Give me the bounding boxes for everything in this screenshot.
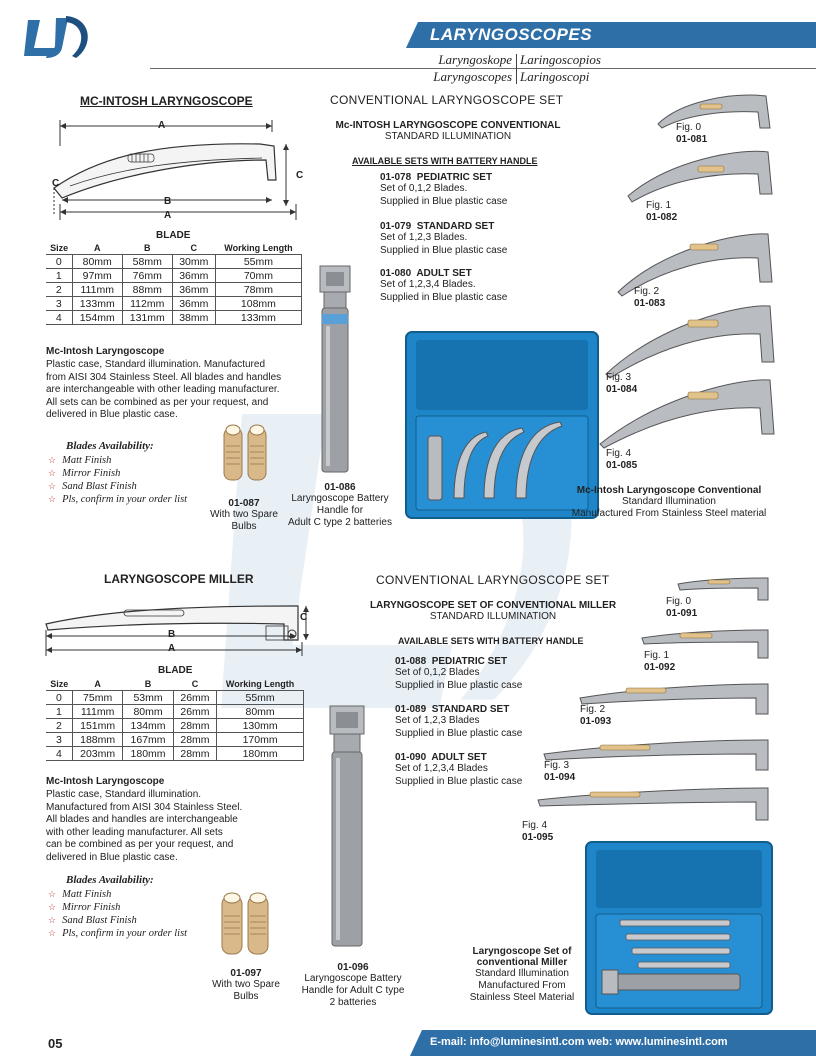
fig-4: Fig. 4 01-085 <box>606 448 638 471</box>
set-standard: 01-079 STANDARD SET Set of 1,2,3 Blades. Supplied in Blue plastic case <box>380 221 508 256</box>
table-row: 1 111mm 80mm 26mm 80mm <box>46 705 304 719</box>
list-item: ☆ Sand Blast Finish <box>48 914 187 927</box>
miller-description: Mc-Intosh Laryngoscope Plastic case, Standard illumination. Manufactured from AISI 304 Stainless Steel. All blades and handles are interchangeable with other leading manufacturer. All sets can be combined as per your request, and delivered in Blue plastic case. <box>46 776 243 863</box>
mcintosh-heading: MC-INTOSH LARYNGOSCOPE <box>80 94 253 108</box>
mcintosh-avail-sets: AVAILABLE SETS WITH BATTERY HANDLE <box>352 156 538 166</box>
mcintosh-description: Mc-Intosh Laryngoscope Plastic case, Standard illumination. Manufactured from AISI 304 Stainless Steel. All blades and handles are interchangeable with other leading manufacturer. All sets can be combined as per your request, and delivered in Blue plastic case. <box>46 346 306 422</box>
mcintosh-spec-table <box>46 242 302 325</box>
miller-handle-caption: 01-096 Laryngoscope Battery Handle for Adult C type 2 batteries <box>301 962 405 1008</box>
miller-fig-2: Fig. 2 01-093 <box>580 704 612 727</box>
page-title: LARYNGOSCOPES <box>430 25 593 44</box>
miller-spare-bulbs-image <box>216 888 276 962</box>
col-a: A <box>72 242 122 255</box>
list-item: ☆ Matt Finish <box>48 888 187 901</box>
brand-logo <box>22 12 94 60</box>
mcintosh-blade-diagram <box>40 116 310 226</box>
name-english: Laryngoscopes <box>433 69 512 84</box>
dim-a-bottom: A <box>164 210 172 221</box>
dim-a-top: A <box>158 120 166 131</box>
dim-c-left: C <box>52 178 60 189</box>
col-b: B <box>122 242 172 255</box>
miller-blade-title: BLADE <box>158 665 193 676</box>
list-item: ☆ Sand Blast Finish <box>48 480 187 493</box>
name-german: Laryngoskope <box>438 52 512 67</box>
table-row: 0 75mm 53mm 26mm 55mm <box>46 691 304 705</box>
name-italian: Laringoscopi <box>520 69 590 84</box>
fig-0: Fig. 0 01-081 <box>676 122 708 145</box>
list-item: ☆ Pls, confirm in your order list <box>48 927 187 940</box>
miller-case-image <box>584 840 774 1016</box>
miller-blade-diagram <box>40 590 312 660</box>
miller-heading: LARYNGOSCOPE MILLER <box>104 572 254 586</box>
miller-blade-figures <box>530 570 780 830</box>
table-row: 4 203mm 180mm 28mm 180mm <box>46 747 304 761</box>
mcintosh-caption: Mc-Intosh Laryngoscope Conventional Standard Illumination Manufactured From Stainless Steel material <box>571 485 767 519</box>
name-separator <box>516 54 517 84</box>
miller-fig-0: Fig. 0 01-091 <box>666 596 698 619</box>
page-number: 05 <box>48 1036 63 1051</box>
mcintosh-set-heading: CONVENTIONAL LARYNGOSCOPE SET <box>330 93 564 107</box>
handle-caption: 01-086 Laryngoscope Battery Handle for Adult C type 2 batteries <box>288 482 392 528</box>
miller-set-adult: 01-090 ADULT SET Set of 1,2,3,4 Blades Supplied in Blue plastic case <box>395 752 523 787</box>
miller-set-subtitle: LARYNGOSCOPE SET OF CONVENTIONAL MILLER STANDARD ILLUMINATION <box>369 600 617 622</box>
fig-2: Fig. 2 01-083 <box>634 286 666 309</box>
miller-set-heading: CONVENTIONAL LARYNGOSCOPE SET <box>376 573 610 587</box>
miller-availability: Blades Availability: ☆ Matt Finish ☆ Mirror Finish ☆ Sand Blast Finish ☆ Pls, confirm in your order list <box>48 874 187 940</box>
spare-bulbs-image <box>218 422 274 490</box>
set-pediatric: 01-078 PEDIATRIC SET Set of 0,1,2 Blades. Supplied in Blue plastic case <box>380 172 508 207</box>
mcintosh-set-subtitle: Mc-INTOSH LARYNGOSCOPE CONVENTIONAL STANDARD ILLUMINATION <box>335 120 561 142</box>
list-item: ☆ Matt Finish <box>48 454 187 467</box>
table-row: 3 133mm 112mm 36mm 108mm <box>46 297 302 311</box>
miller-dim-a: A <box>168 643 176 654</box>
miller-fig-4: Fig. 4 01-095 <box>522 820 554 843</box>
table-row: 1 97mm 76mm 36mm 70mm <box>46 269 302 283</box>
fig-3: Fig. 3 01-084 <box>606 372 638 395</box>
miller-bulbs-caption: 01-097 With two Spare Bulbs <box>212 968 280 1002</box>
fig-1: Fig. 1 01-082 <box>646 200 678 223</box>
set-adult: 01-080 ADULT SET Set of 1,2,3,4 Blades. Supplied in Blue plastic case <box>380 268 508 303</box>
table-row: 4 154mm 131mm 38mm 133mm <box>46 311 302 325</box>
miller-dim-b: B <box>168 629 176 640</box>
list-item: ☆ Mirror Finish <box>48 901 187 914</box>
battery-handle-image <box>312 262 362 478</box>
bulbs-caption: 01-087 With two Spare Bulbs <box>210 498 278 532</box>
table-row: 2 151mm 134mm 28mm 130mm <box>46 719 304 733</box>
footer-contact[interactable]: E-mail: info@luminesintl.com web: www.luminesintl.com <box>430 1036 728 1048</box>
col-c: C <box>172 242 215 255</box>
list-item: ☆ Pls, confirm in your order list <box>48 493 187 506</box>
miller-spec-table: Size A B C Working Length 0 75mm 53mm 26mm 55mm 1 111mm 80mm 26mm 80mm 2 151mm 134mm 28mm 130mm 3 188mm 167mm 28mm 170mm 4 203mm 180mm 28mm 180mm <box>46 678 304 761</box>
dim-b: B <box>164 196 172 207</box>
mcintosh-availability: Blades Availability: ☆ Matt Finish ☆ Mirror Finish ☆ Sand Blast Finish ☆ Pls, confirm in your order list <box>48 440 187 506</box>
table-row: 3 188mm 167mm 28mm 170mm <box>46 733 304 747</box>
miller-fig-3: Fig. 3 01-094 <box>544 760 576 783</box>
col-working-length: Working Length <box>215 242 301 255</box>
miller-caption: Laryngoscope Set of conventional Miller Standard Illumination Manufactured From Stainless Steel Material <box>469 946 575 1003</box>
miller-fig-1: Fig. 1 01-092 <box>644 650 676 673</box>
col-size: Size <box>46 242 72 255</box>
name-spanish: Laringoscopios <box>520 52 601 67</box>
table-row: 0 80mm 58mm 30mm 55mm <box>46 255 302 269</box>
description-title: Mc-Intosh Laryngoscope <box>46 346 165 357</box>
miller-set-pediatric: 01-088 PEDIATRIC SET Set of 0,1,2 Blades Supplied in Blue plastic case <box>395 656 523 691</box>
miller-dim-c: C <box>300 612 308 623</box>
miller-battery-handle-image <box>322 702 378 952</box>
table-row: 2 111mm 88mm 36mm 78mm <box>46 283 302 297</box>
miller-set-standard: 01-089 STANDARD SET Set of 1,2,3 Blades Supplied in Blue plastic case <box>395 704 523 739</box>
mcintosh-blade-title: BLADE <box>156 230 191 241</box>
list-item: ☆ Mirror Finish <box>48 467 187 480</box>
miller-avail-sets: AVAILABLE SETS WITH BATTERY HANDLE <box>398 636 584 646</box>
dim-c-right: C <box>296 170 304 181</box>
